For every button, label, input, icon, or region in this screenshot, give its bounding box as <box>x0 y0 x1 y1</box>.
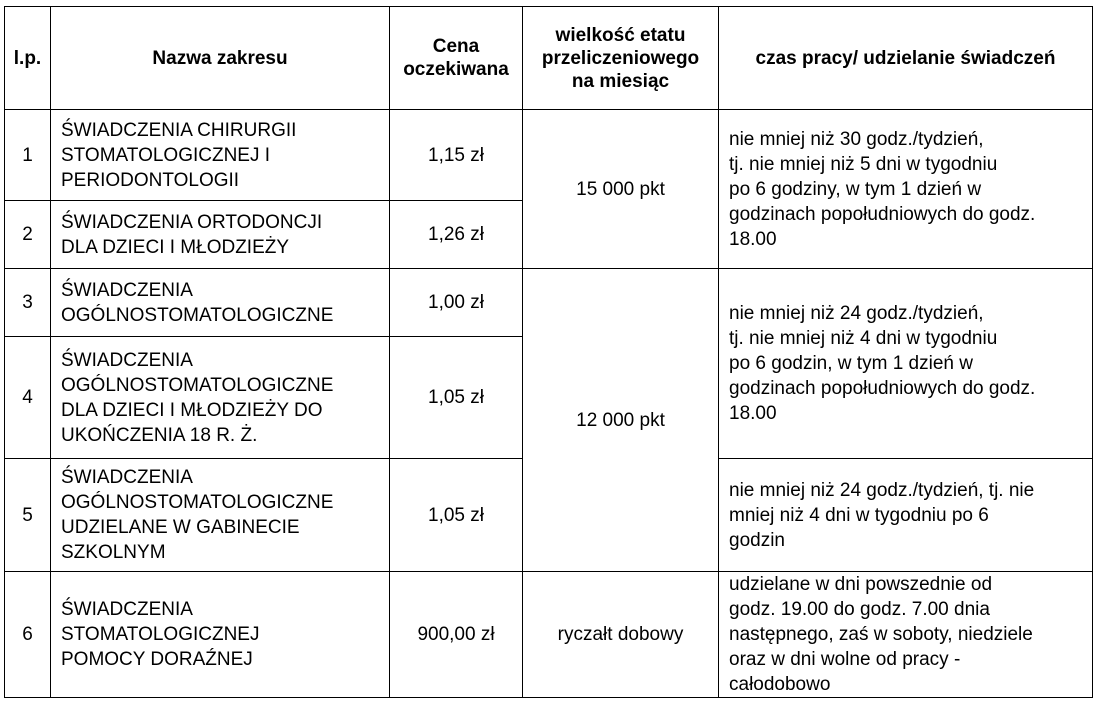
table-row <box>5 572 1093 698</box>
row-name-line: SZKOLNYM <box>61 542 166 563</box>
row-name <box>51 337 390 459</box>
etat-group-1: 15 000 pkt <box>523 110 719 269</box>
row-name-line: ŚWIADCZENIA CHIRURGII <box>61 119 297 141</box>
row-name-line: ŚWIADCZENIA <box>61 279 193 301</box>
time-line: godzin <box>729 529 785 551</box>
table-row <box>5 110 1093 201</box>
row-lp: 5 <box>5 459 51 572</box>
time-line: godz. 19.00 do godz. 7.00 dnia <box>729 599 990 620</box>
row-name <box>51 269 390 337</box>
row-name <box>51 110 390 201</box>
row-name-line: PERIODONTOLOGII <box>61 169 240 191</box>
time-group-1 <box>719 110 1093 269</box>
header-row <box>5 7 1093 110</box>
row-lp: 2 <box>5 201 51 269</box>
header-name: Nazwa zakresu <box>51 7 390 110</box>
row-lp: 1 <box>5 110 51 201</box>
row-name-line: STOMATOLOGICZNEJ I <box>61 144 271 166</box>
row-name-line: ŚWIADCZENIA <box>61 599 193 620</box>
row-name-line: UDZIELANE W GABINECIE <box>61 517 300 538</box>
row-name-line: ŚWIADCZENIA ORTODONCJI <box>61 211 323 233</box>
row-lp: 3 <box>5 269 51 337</box>
row-name-line: POMOCY DORAŹNEJ <box>61 649 253 670</box>
etat-group-2: 12 000 pkt <box>523 269 719 572</box>
time-line: nie mniej niż 24 godz./tydzień, <box>729 303 984 324</box>
row-name-line: OGÓLNOSTOMATOLOGICZNE <box>61 492 334 513</box>
header-etat-line: wielkość etatu <box>555 24 686 46</box>
row-price: 1,15 zł <box>390 110 523 201</box>
time-line: 18.00 <box>729 228 777 250</box>
header-etat-line: przeliczeniowego <box>541 47 700 69</box>
services-table <box>4 6 1093 698</box>
time-line: 18.00 <box>729 403 777 424</box>
header-etat-line: na miesiąc <box>571 70 670 92</box>
header-time: czas pracy/ udzielanie świadczeń <box>719 7 1093 110</box>
time-line: następnego, zaś w soboty, niedziele <box>729 624 1033 645</box>
header-price <box>390 7 523 110</box>
row-price: 1,26 zł <box>390 201 523 269</box>
time-line: nie mniej niż 24 godz./tydzień, tj. nie <box>729 479 1035 501</box>
row-name-line: OGÓLNOSTOMATOLOGICZNE <box>61 304 334 326</box>
row-name-line: DLA DZIECI I MŁODZIEŻY DO <box>61 399 323 421</box>
row-name-line: ŚWIADCZENIA <box>61 467 193 488</box>
row-price: 1,05 zł <box>390 337 523 459</box>
time-line: po 6 godzin, w tym 1 dzień w <box>729 353 973 374</box>
table-row <box>5 269 1093 337</box>
row-price: 900,00 zł <box>390 572 523 698</box>
row-name-line: STOMATOLOGICZNEJ <box>61 624 260 645</box>
time-group-2 <box>719 269 1093 459</box>
time-line: godzinach popołudniowych do godz. <box>729 203 1036 225</box>
row-lp: 4 <box>5 337 51 459</box>
etat-group-3: ryczałt dobowy <box>523 572 719 698</box>
time-line: całodobowo <box>729 674 831 695</box>
time-line: tj. nie mniej niż 4 dni w tygodniu <box>729 328 998 349</box>
row-name <box>51 201 390 269</box>
time-line: nie mniej niż 30 godz./tydzień, <box>729 128 984 150</box>
time-line: godzinach popołudniowych do godz. <box>729 378 1036 399</box>
time-line: oraz w dni wolne od pracy - <box>729 649 961 670</box>
row-name-line: OGÓLNOSTOMATOLOGICZNE <box>61 374 334 396</box>
row-name <box>51 459 390 572</box>
row-name-line: UKOŃCZENIA 18 R. Ż. <box>61 424 258 446</box>
row-price: 1,05 zł <box>390 459 523 572</box>
row-lp: 6 <box>5 572 51 698</box>
row-price: 1,00 zł <box>390 269 523 337</box>
row-name-line: DLA DZIECI I MŁODZIEŻY <box>61 236 290 258</box>
header-price-line: Cena <box>432 36 480 57</box>
time-line: po 6 godziny, w tym 1 dzień w <box>729 178 982 200</box>
time-group-4 <box>719 572 1093 698</box>
header-etat <box>523 7 719 110</box>
header-price-line: oczekiwana <box>403 59 509 80</box>
time-line: tj. nie mniej niż 5 dni w tygodniu <box>729 153 998 175</box>
row-name <box>51 572 390 698</box>
header-lp: l.p. <box>5 7 51 110</box>
time-line: mniej niż 4 dni w tygodniu po 6 <box>729 504 989 526</box>
row-name-line: ŚWIADCZENIA <box>61 349 193 371</box>
time-group-3 <box>719 459 1093 572</box>
time-line: udzielane w dni powszednie od <box>729 574 993 595</box>
